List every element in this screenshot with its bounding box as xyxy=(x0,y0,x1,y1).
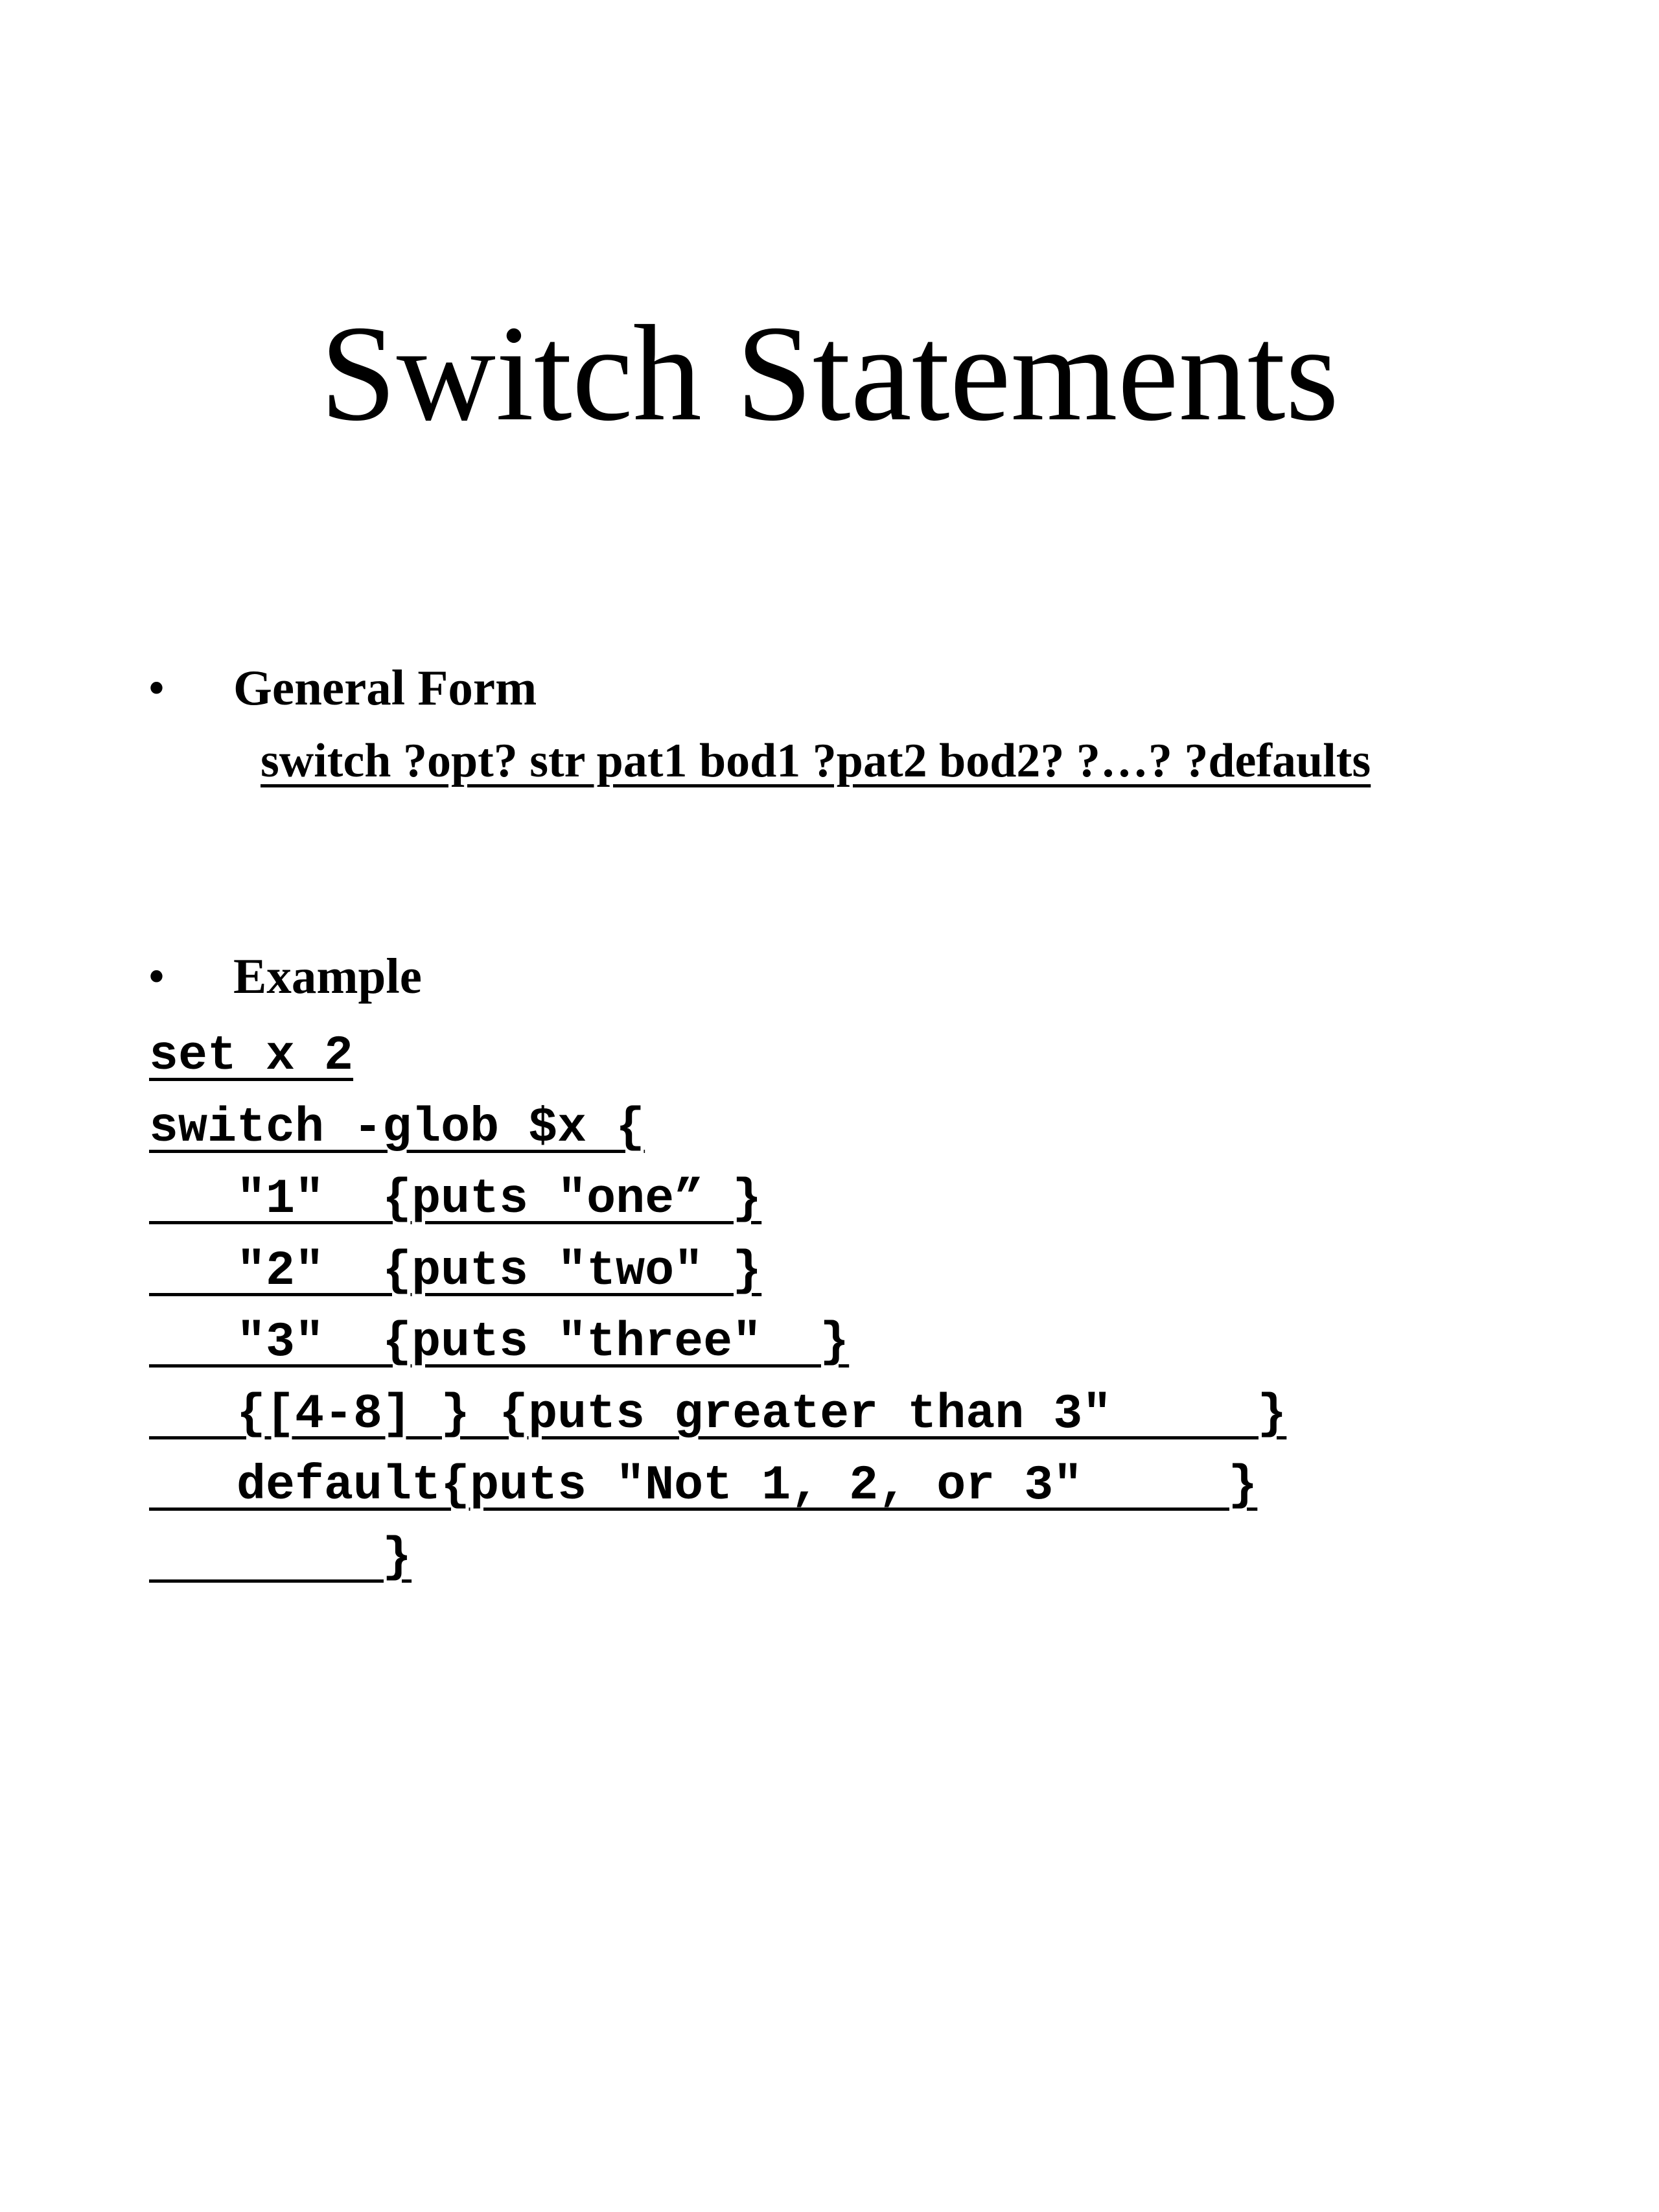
code-line-case-2: "2" {puts "two" } xyxy=(149,1243,762,1299)
code-line-case-1: "1" {puts "one” } xyxy=(149,1172,762,1227)
code-line-closing-brace: } xyxy=(149,1530,412,1585)
code-line-default: default{puts "Not 1, 2, or 3" } xyxy=(149,1458,1258,1513)
slide-title: Switch Statements xyxy=(319,297,1340,449)
code-example xyxy=(149,1021,1286,1594)
bullet-marker: • xyxy=(148,948,165,1004)
code-line-case-3: "3" {puts "three" } xyxy=(149,1315,850,1370)
bullet-marker: • xyxy=(148,660,165,716)
bullet-label-general-form: General Form xyxy=(233,660,537,716)
code-line-set: set x 2 xyxy=(149,1029,354,1084)
code-line-switch: switch -glob $x { xyxy=(149,1100,645,1156)
bullet-label-example: Example xyxy=(233,948,422,1004)
general-form-syntax: switch ?opt? str pat1 bod1 ?pat2 bod2? ?…? ?defaults xyxy=(261,734,1371,787)
code-line-case-range: {[4-8] } {puts greater than 3" } xyxy=(149,1386,1287,1442)
